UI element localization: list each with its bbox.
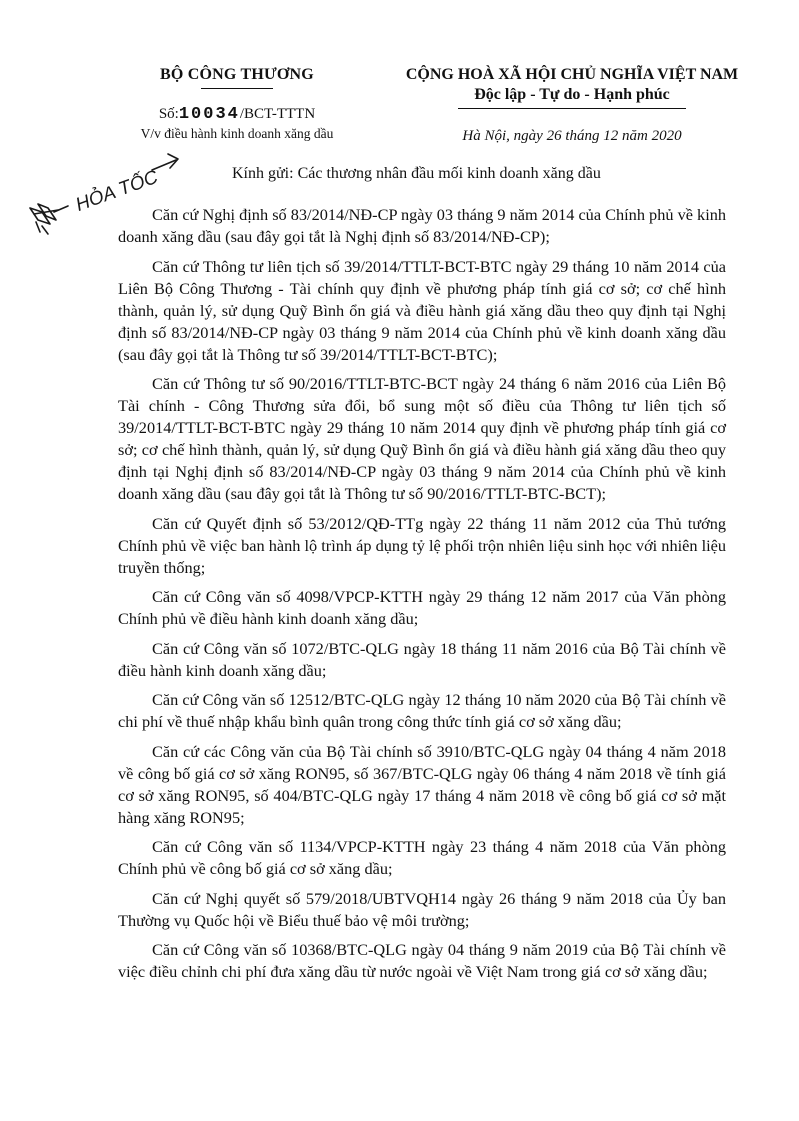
document-number-prefix: Số: [158, 106, 179, 122]
body-paragraph: Căn cứ Nghị quyết số 579/2018/UBTVQH14 ngày 26 tháng 9 năm 2018 của Ủy ban Thường vụ Quốc hội về Biểu thuế bảo vệ môi trường; [118, 888, 726, 930]
issue-date: Hà Nội, ngày 26 tháng 12 năm 2020 [462, 128, 682, 144]
body-paragraph: Căn cứ Thông tư liên tịch số 39/2014/TTLT-BCT-BTC ngày 29 tháng 10 năm 2014 của Liên Bộ Công Thương - Tài chính quy định về phương pháp tính giá cơ sở; cơ chế hình thành, quản lý, sử dụng Quỹ Bình ổn giá và điều hành giá xăng dầu theo quy định tại Nghị định số 83/2014/NĐ-CP ngày 03 tháng 9 năm 2014 của Chính phủ về kinh doanh xăng dầu (sau đây gọi tắt là Thông tư số 39/2014/TTLT-BCT-BTC); [118, 256, 726, 364]
motto-underline [458, 108, 686, 109]
body-paragraph: Căn cứ Quyết định số 53/2012/QĐ-TTg ngày 22 tháng 11 năm 2012 của Thủ tướng Chính phủ về việc ban hành lộ trình áp dụng tỷ lệ phối trộn nhiên liệu sinh học với nhiên liệu truyền thống; [118, 513, 726, 577]
urgent-stamp-label: HỎA TỐC [72, 166, 161, 216]
body-paragraph: Căn cứ Công văn số 1072/BTC-QLG ngày 18 tháng 11 năm 2016 của Bộ Tài chính về điều hành kinh doanh xăng dầu; [118, 638, 726, 680]
body-paragraph: Căn cứ Công văn số 4098/VPCP-KTTH ngày 29 tháng 12 năm 2017 của Văn phòng Chính phủ về điều hành kinh doanh xăng dầu; [118, 587, 726, 628]
ministry-underline [201, 88, 273, 89]
body-paragraph: Căn cứ Công văn số 12512/BTC-QLG ngày 12 tháng 10 năm 2020 của Bộ Tài chính về chi phí về thuế nhập khẩu bình quân trong công thức tính giá cơ sở xăng dầu; [118, 690, 726, 731]
nation-title: CỘNG HOÀ XÃ HỘI CHỦ NGHĨA VIỆT NAM [405, 66, 739, 83]
document-subject: V/v điều hành kinh doanh xăng dầu [140, 126, 334, 141]
document-number-value: 10034 [178, 105, 240, 124]
issuer-block [102, 66, 372, 142]
recipient-line: Kính gửi: Các thương nhân đầu mối kinh doanh xăng dầu [232, 165, 601, 182]
document-number [102, 105, 372, 124]
national-motto: Độc lập - Tự do - Hạnh phúc [474, 86, 670, 103]
body-paragraph: Căn cứ Thông tư số 90/2016/TTLT-BTC-BCT ngày 24 tháng 6 năm 2016 của Liên Bộ Tài chính - Công Thương sửa đổi, bổ sung một số điều của Thông tư liên tịch số 39/2014/TTLT-BCT-BTC ngày 29 tháng 10 năm 2014 quy định về phương pháp tính giá cơ sở; cơ chế hình thành, quản lý, sử dụng Quỹ Bình ổn giá và điều hành giá xăng dầu theo quy định tại Nghị định số 83/2014/NĐ-CP ngày 03 tháng 9 năm 2014 của Chính phủ về kinh doanh xăng dầu (sau đây gọi tắt là Thông tư số 90/2016/TTLT-BTC-BCT); [118, 374, 726, 503]
body-paragraph: Căn cứ các Công văn của Bộ Tài chính số 3910/BTC-QLG ngày 04 tháng 4 năm 2018 về công bố giá cơ sở xăng RON95, số 367/BTC-QLG ngày 06 tháng 4 năm 2018 về tính giá cơ sở xăng RON95, số 404/BTC-QLG ngày 17 tháng 4 năm 2018 về công bố giá cơ sở mặt hàng xăng RON95; [118, 741, 726, 827]
ministry-name: BỘ CÔNG THƯƠNG [160, 66, 314, 83]
body-paragraph: Căn cứ Nghị định số 83/2014/NĐ-CP ngày 03 tháng 9 năm 2014 của Chính phủ về kinh doanh xăng dầu (sau đây gọi tắt là Nghị định số 83/2014/NĐ-CP); [118, 205, 726, 246]
body-paragraph: Căn cứ Công văn số 1134/VPCP-KTTH ngày 23 tháng 4 năm 2018 của Văn phòng Chính phủ về công bố giá cơ sở xăng dầu; [118, 837, 726, 878]
document-body [118, 204, 726, 991]
national-block [362, 66, 782, 145]
document-number-suffix: /BCT-TTTN [239, 106, 316, 122]
body-paragraph: Căn cứ Công văn số 10368/BTC-QLG ngày 04 tháng 9 năm 2019 của Bộ Tài chính về việc điều chỉnh chi phí đưa xăng dầu từ nước ngoài về Việt Nam trong giá cơ sở xăng dầu; [118, 940, 726, 981]
